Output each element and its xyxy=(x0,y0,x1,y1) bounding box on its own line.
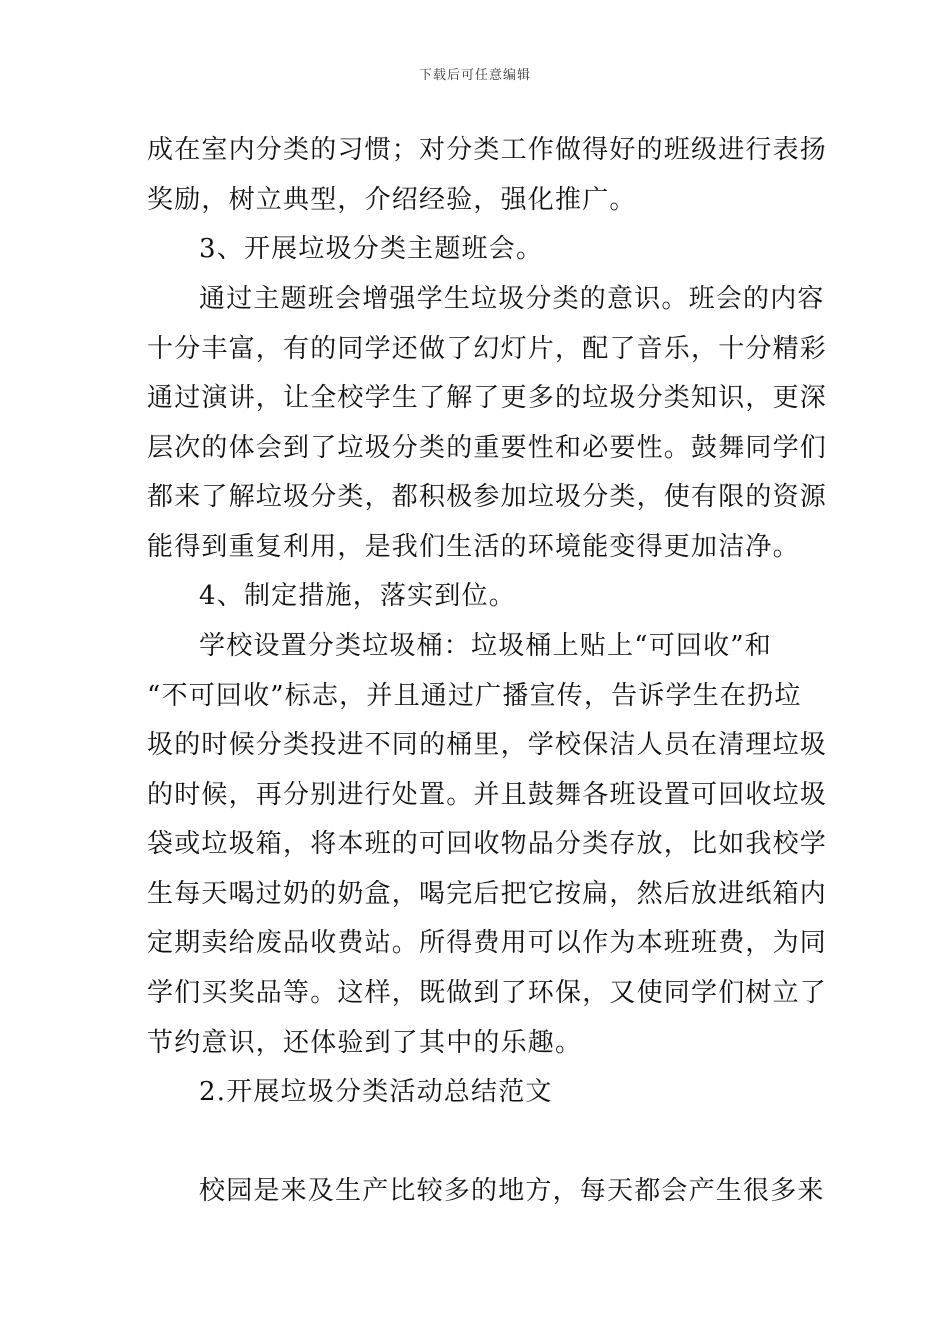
body-line: 节约意识，还体验到了其中的乐趣。 xyxy=(147,1028,583,1058)
body-line: 奖励，树立典型，介绍经验，强化推广。 xyxy=(147,185,637,215)
body-line: 的时候，再分别进行处置。并且鼓舞各班设置可回收垃圾 xyxy=(147,780,828,810)
body-line: 圾的时候分类投进不同的桶里，学校保洁人员在清理垃圾 xyxy=(147,730,828,760)
body-line: 能得到重复利用，是我们生活的环境能变得更加洁净。 xyxy=(147,532,800,562)
body-line: 通过演讲，让全校学生了解了更多的垃圾分类知识，更深 xyxy=(147,383,828,413)
body-line: 通过主题班会增强学生垃圾分类的意识。班会的内容 xyxy=(199,284,825,314)
page-header: 下载后可任意编辑 xyxy=(418,68,531,83)
section-heading: 3、开展垃圾分类主题班会。 xyxy=(199,234,544,264)
body-line: 校园是来及生产比较多的地方，每天都会产生很多来 xyxy=(199,1176,825,1206)
body-line: 生每天喝过奶的奶盒，喝完后把它按扁，然后放进纸箱内 xyxy=(147,879,828,909)
body-line: 十分丰富，有的同学还做了幻灯片，配了音乐，十分精彩 xyxy=(147,334,828,364)
section-heading: 4、制定措施，落实到位。 xyxy=(199,581,516,611)
body-line: 学校设置分类垃圾桶：垃圾桶上贴上“可回收”和 xyxy=(199,631,772,661)
body-line: 层次的体会到了垃圾分类的重要性和必要性。鼓舞同学们 xyxy=(147,433,828,463)
body-line: 袋或垃圾箱，将本班的可回收物品分类存放，比如我校学 xyxy=(147,829,828,859)
body-line: “不可回收”标志，并且通过广播宣传，告诉学生在扔垃 xyxy=(147,681,802,711)
section-title: 2.开展垃圾分类活动总结范文 xyxy=(199,1077,553,1107)
body-line: 成在室内分类的习惯；对分类工作做得好的班级进行表扬 xyxy=(147,135,828,165)
body-line: 都来了解垃圾分类，都积极参加垃圾分类，使有限的资源 xyxy=(147,482,828,512)
body-line: 定期卖给废品收费站。所得费用可以作为本班班费，为同 xyxy=(147,928,828,958)
body-line: 学们买奖品等。这样，既做到了环保，又使同学们树立了 xyxy=(147,978,828,1008)
